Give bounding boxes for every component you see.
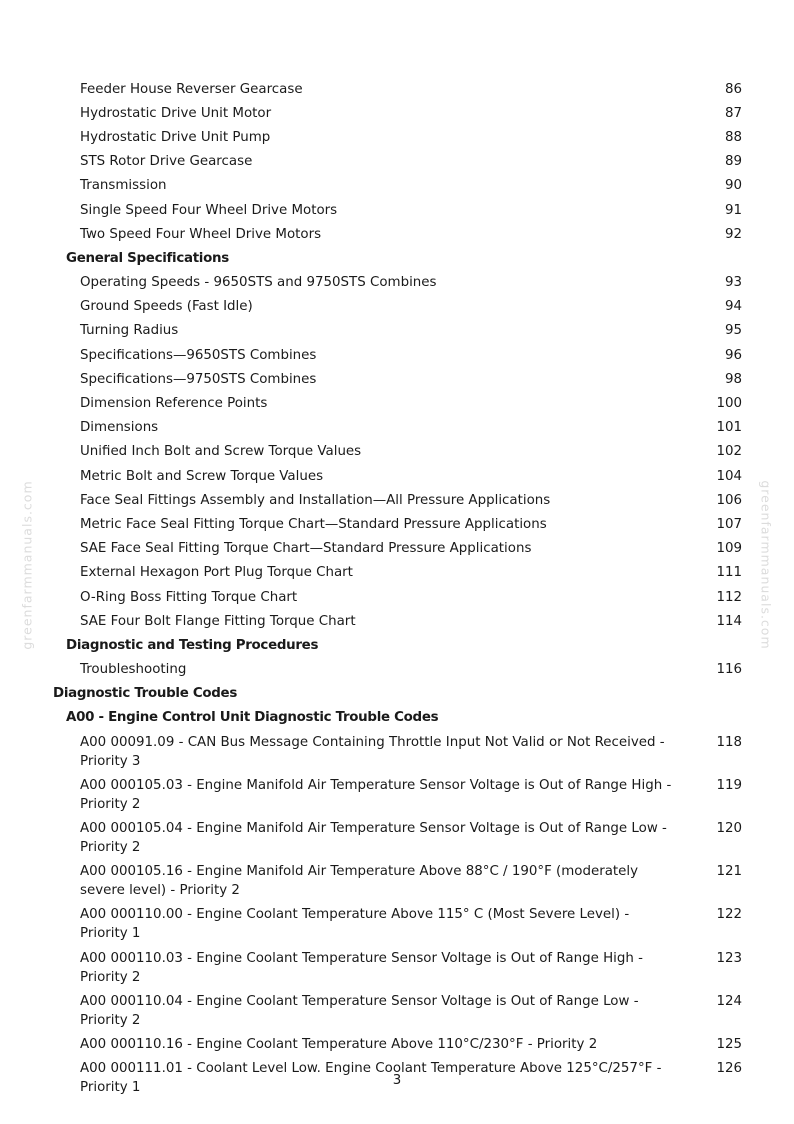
toc-entry[interactable] <box>0 585 794 609</box>
toc-entry-title: Feeder House Reverser Gearcase <box>80 81 303 97</box>
toc-entry-title: A00 00091.09 - CAN Bus Message Containing Throttle Input Not Valid or Not Received - Priority 3 <box>80 734 665 769</box>
toc-entry[interactable] <box>0 222 794 246</box>
toc-entry-page: 107 <box>716 516 742 532</box>
toc-entry-title: SAE Four Bolt Flange Fitting Torque Chart <box>80 613 356 629</box>
toc-entry-page: 106 <box>716 492 742 508</box>
toc-entry[interactable] <box>0 77 794 101</box>
toc-entry-title: Troubleshooting <box>80 662 187 678</box>
toc-entry[interactable] <box>0 416 794 440</box>
toc-section-heading[interactable] <box>0 633 794 657</box>
toc-entry-page: 119 <box>716 777 742 793</box>
toc-entry-title: A00 000111.01 - Coolant Level Low. Engine Coolant Temperature Above 125°C/257°F - Priority 1 <box>80 1061 662 1096</box>
toc-entry[interactable] <box>0 343 794 367</box>
toc-entry[interactable] <box>0 512 794 536</box>
toc-entry[interactable] <box>0 816 794 859</box>
toc-entry-title: O-Ring Boss Fitting Torque Chart <box>80 589 298 605</box>
toc-entry-page: 94 <box>724 299 742 315</box>
toc-entry-page: 86 <box>724 81 742 97</box>
toc-entry-title: Specifications—9750STS Combines <box>80 371 317 387</box>
toc-entry[interactable] <box>0 391 794 415</box>
toc-entry[interactable] <box>0 295 794 319</box>
toc-entry-title: A00 000105.04 - Engine Manifold Air Temperature Sensor Voltage is Out of Range Low - Priority 2 <box>80 821 667 856</box>
toc-entry-page: 111 <box>716 565 742 581</box>
toc-entry[interactable] <box>0 1032 794 1056</box>
toc-entry[interactable] <box>0 271 794 295</box>
toc-entry-title: Two Speed Four Wheel Drive Motors <box>80 226 322 242</box>
toc-entry[interactable] <box>0 860 794 903</box>
toc-entry-page: 109 <box>716 541 742 557</box>
toc-entry-page: 122 <box>716 907 742 923</box>
toc-entry-page: 95 <box>724 323 742 339</box>
toc-entry-title: Turning Radius <box>80 323 179 339</box>
toc-entry-page: 126 <box>716 1061 742 1077</box>
toc-chapter-heading[interactable] <box>0 682 794 706</box>
toc-entry-title: Diagnostic and Testing Procedures <box>66 637 319 653</box>
toc-entry[interactable] <box>0 488 794 512</box>
toc-entry-title: Metric Bolt and Screw Torque Values <box>80 468 324 484</box>
toc-entry-page: 92 <box>724 226 742 242</box>
toc-entry-page: 104 <box>716 468 742 484</box>
toc-entry-page: 112 <box>716 589 742 605</box>
toc-entry[interactable] <box>0 730 794 773</box>
toc-entry-title: A00 000110.00 - Engine Coolant Temperature Above 115° C (Most Severe Level) - Priority 1 <box>80 907 630 942</box>
toc-entry-page: 93 <box>724 275 742 291</box>
toc-entry-title: A00 000105.16 - Engine Manifold Air Temperature Above 88°C / 190°F (moderately severe level) - Priority 2 <box>80 864 639 899</box>
toc-entry-title: SAE Face Seal Fitting Torque Chart—Standard Pressure Applications <box>80 541 532 557</box>
toc-entry-page: 88 <box>724 129 742 145</box>
toc-entry-page: 102 <box>716 444 742 460</box>
toc-entry-title: Face Seal Fittings Assembly and Installation—All Pressure Applications <box>80 492 551 508</box>
toc-entry-page: 123 <box>716 950 742 966</box>
toc-entry-page: 87 <box>724 105 742 121</box>
toc-entry[interactable] <box>0 367 794 391</box>
toc-entry[interactable] <box>0 946 794 989</box>
toc-entry-title: Hydrostatic Drive Unit Pump <box>80 129 271 145</box>
toc-entry[interactable] <box>0 464 794 488</box>
toc-entry-title: A00 - Engine Control Unit Diagnostic Trouble Codes <box>66 710 439 726</box>
toc-entry-title: Transmission <box>80 178 167 194</box>
toc-entry-page: 116 <box>716 662 742 678</box>
toc-section-heading[interactable] <box>0 246 794 270</box>
toc-entry-page: 101 <box>716 420 742 436</box>
toc-entry[interactable] <box>0 150 794 174</box>
toc-entry-page: 124 <box>716 993 742 1009</box>
toc-entry[interactable] <box>0 903 794 946</box>
toc-entry-page: 91 <box>724 202 742 218</box>
watermark-left: greenfarmmanuals.com <box>19 480 35 650</box>
toc-entry-title: Unified Inch Bolt and Screw Torque Values <box>80 444 362 460</box>
toc-entry-title: Single Speed Four Wheel Drive Motors <box>80 202 338 218</box>
toc-entry-page: 90 <box>724 178 742 194</box>
toc-entry[interactable] <box>0 658 794 682</box>
toc-entry-title: A00 000110.03 - Engine Coolant Temperature Sensor Voltage is Out of Range High - Priority 2 <box>80 950 643 985</box>
toc-entry[interactable] <box>0 125 794 149</box>
toc-entry[interactable] <box>0 537 794 561</box>
toc-entry-page: 98 <box>724 371 742 387</box>
toc-entry[interactable] <box>0 440 794 464</box>
toc-entry[interactable] <box>0 561 794 585</box>
toc-entry-page: 96 <box>724 347 742 363</box>
table-of-contents <box>0 77 794 1100</box>
watermark-right: greenfarmmanuals.com <box>758 480 774 650</box>
toc-entry-title: Specifications—9650STS Combines <box>80 347 317 363</box>
toc-entry-title: STS Rotor Drive Gearcase <box>80 154 253 170</box>
page-number: 3 <box>392 1073 402 1088</box>
toc-entry-title: Dimension Reference Points <box>80 396 268 412</box>
toc-entry-page: 125 <box>716 1036 742 1052</box>
toc-entry-title: Hydrostatic Drive Unit Motor <box>80 105 272 121</box>
toc-entry[interactable] <box>0 609 794 633</box>
toc-entry-page: 114 <box>716 613 742 629</box>
toc-entry[interactable] <box>0 319 794 343</box>
toc-entry-title: Metric Face Seal Fitting Torque Chart—Standard Pressure Applications <box>80 516 547 532</box>
toc-entry-title: Diagnostic Trouble Codes <box>53 686 238 702</box>
toc-entry-title: Ground Speeds (Fast Idle) <box>80 299 253 315</box>
toc-entry-title: Operating Speeds - 9650STS and 9750STS Combines <box>80 275 437 291</box>
toc-entry[interactable] <box>0 198 794 222</box>
toc-entry-page: 89 <box>724 154 742 170</box>
toc-entry[interactable] <box>0 174 794 198</box>
toc-entry-page: 120 <box>716 821 742 837</box>
toc-entry-page: 100 <box>716 396 742 412</box>
toc-entry-title: A00 000105.03 - Engine Manifold Air Temperature Sensor Voltage is Out of Range High - Priority 2 <box>80 777 672 812</box>
toc-entry-page: 118 <box>716 734 742 750</box>
toc-entry[interactable] <box>0 101 794 125</box>
toc-entry-title: External Hexagon Port Plug Torque Chart <box>80 565 353 581</box>
toc-entry-title: Dimensions <box>80 420 159 436</box>
toc-entry-title: A00 000110.04 - Engine Coolant Temperature Sensor Voltage is Out of Range Low - Priority 2 <box>80 993 639 1028</box>
toc-entry-title: General Specifications <box>66 250 229 266</box>
toc-entry-page: 121 <box>716 864 742 880</box>
toc-entry-title: A00 000110.16 - Engine Coolant Temperature Above 110°C/230°F - Priority 2 <box>80 1036 598 1052</box>
toc-entry[interactable] <box>0 773 794 816</box>
toc-section-heading[interactable] <box>0 706 794 730</box>
toc-entry[interactable] <box>0 989 794 1032</box>
